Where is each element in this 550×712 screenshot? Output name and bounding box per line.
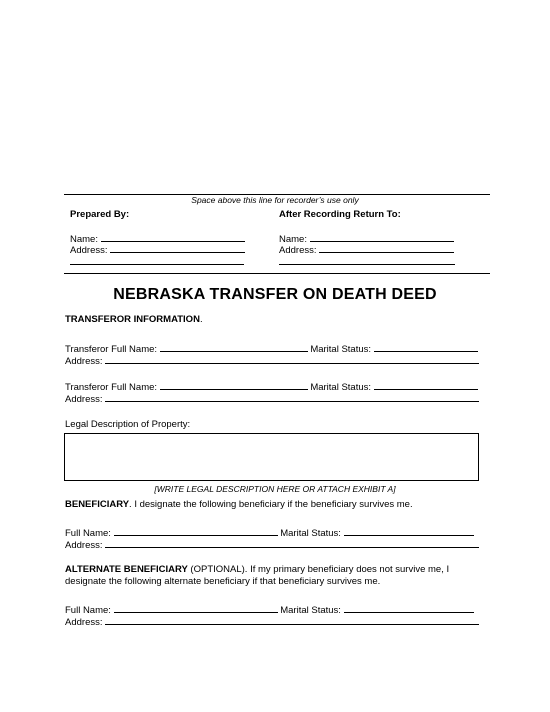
beneficiary-address-field[interactable] — [105, 538, 479, 548]
return-to-address-field[interactable] — [319, 243, 454, 253]
beneficiary-marital-field[interactable] — [344, 526, 474, 536]
transferor1-name-label: Transferor Full Name: — [65, 344, 158, 355]
prepared-by-address-field[interactable] — [110, 243, 245, 253]
transferor1-name-field[interactable] — [160, 342, 308, 352]
transferor2-marital-field[interactable] — [374, 380, 478, 390]
prepared-by-address-row — [70, 243, 245, 257]
beneficiary-address-label: Address: — [65, 540, 103, 551]
beneficiary-name-label: Full Name: — [65, 528, 111, 539]
prepared-by-address-label: Address: — [70, 245, 108, 256]
alternate-marital-label: Marital Status: — [280, 605, 341, 616]
alternate-marital-field[interactable] — [344, 603, 474, 613]
recorder-bottom-line — [64, 273, 490, 274]
alternate-address-row — [65, 615, 479, 629]
page-title: NEBRASKA TRANSFER ON DEATH DEED — [113, 286, 437, 303]
transferor-heading: TRANSFEROR INFORMATION — [65, 314, 200, 325]
prepared-by-extra-line[interactable] — [70, 264, 244, 265]
alternate-text-line2: designate the following alternate beneficiary if that beneficiary survives me. — [65, 576, 381, 587]
transferor1-address-field[interactable] — [105, 354, 479, 364]
return-to-name-field[interactable] — [310, 232, 454, 242]
return-to-address-row — [279, 243, 454, 257]
alternate-text-line1: (OPTIONAL). If my primary beneficiary does not survive me, I — [187, 564, 450, 575]
return-to-address-label: Address: — [279, 245, 317, 256]
transferor2-marital-label: Marital Status: — [310, 382, 372, 393]
transferor-heading-row — [65, 314, 203, 326]
transferor1-address-row — [65, 354, 479, 368]
alternate-name-field[interactable] — [114, 603, 278, 613]
beneficiary-text: . I designate the following beneficiary if the beneficiary survives me. — [129, 499, 413, 510]
transferor1-marital-label: Marital Status: — [310, 344, 372, 355]
prepared-by-name-label: Name: — [70, 234, 98, 245]
alternate-heading: ALTERNATE BENEFICIARY — [65, 564, 188, 575]
beneficiary-marital-label: Marital Status: — [280, 528, 341, 539]
transferor-heading-suffix: . — [199, 314, 203, 325]
transferor2-name-label: Transferor Full Name: — [65, 382, 158, 393]
alternate-statement-line1 — [65, 564, 449, 576]
alternate-address-field[interactable] — [105, 615, 479, 625]
recorder-note: Space above this line for recorder’s use only — [191, 195, 359, 205]
legal-description-box[interactable] — [64, 433, 479, 481]
alternate-name-label: Full Name: — [65, 605, 111, 616]
legal-description-caption: [WRITE LEGAL DESCRIPTION HERE OR ATTACH EXHIBIT A] — [154, 484, 396, 494]
alternate-address-label: Address: — [65, 617, 103, 628]
transferor2-address-field[interactable] — [105, 392, 479, 402]
return-to-label: After Recording Return To: — [279, 209, 401, 220]
transferor2-address-row — [65, 392, 479, 406]
return-to-extra-line[interactable] — [279, 264, 455, 265]
legal-description-label: Legal Description of Property: — [65, 419, 191, 430]
beneficiary-name-field[interactable] — [114, 526, 278, 536]
beneficiary-statement — [65, 499, 413, 511]
transferor1-marital-field[interactable] — [374, 342, 478, 352]
transferor1-address-label: Address: — [65, 356, 103, 367]
beneficiary-heading: BENEFICIARY — [65, 499, 130, 510]
transferor2-name-field[interactable] — [160, 380, 308, 390]
transferor2-address-label: Address: — [65, 394, 103, 405]
beneficiary-address-row — [65, 538, 479, 552]
prepared-by-label: Prepared By: — [70, 209, 130, 220]
prepared-by-name-field[interactable] — [101, 232, 245, 242]
return-to-name-label: Name: — [279, 234, 307, 245]
